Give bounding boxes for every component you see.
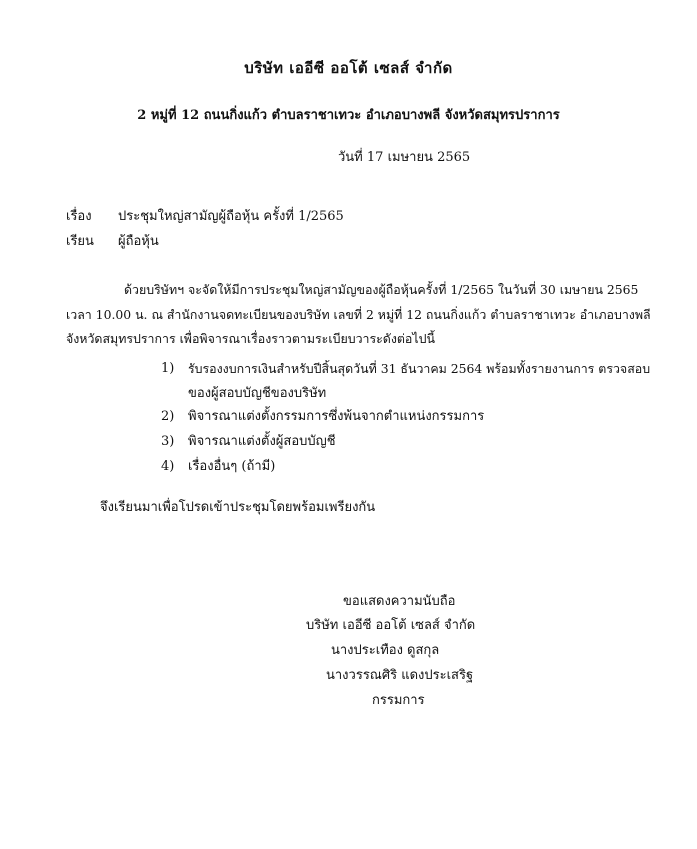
agenda-item-1-line-1: รับรองงบการเงินสำหรับปีสิ้นสุดวันที่ 31 ธันวาคม 2564 พร้อมทั้งรายงานการ ตรวจสอบ	[188, 361, 651, 376]
agenda-number-2: 2)	[161, 409, 175, 424]
signatory-1-name: นางประเทือง ดูสกุล	[331, 643, 440, 658]
body-line-1: ด้วยบริษัทฯ จะจัดให้มีการประชุมใหญ่สามัญของผู้ถือหุ้นครั้งที่ 1/2565 ในวันที่ 30 เมษายน 2565	[124, 282, 639, 297]
to-label: เรียน	[66, 234, 94, 249]
to-text: ผู้ถือหุ้น	[118, 234, 159, 249]
agenda-item-2: พิจารณาแต่งตั้งกรรมการซึ่งพ้นจากตำแหน่งกรรมการ	[188, 409, 485, 424]
closing-sentence: จึงเรียนมาเพื่อโปรดเข้าประชุมโดยพร้อมเพรียงกัน	[100, 500, 376, 515]
signatory-2-name: นางวรรณศิริ แดงประเสริฐ	[326, 668, 474, 683]
body-line-3: จังหวัดสมุทรปราการ เพื่อพิจารณาเรื่องราวตามระเบียบวาระดังต่อไปนี้	[66, 331, 435, 346]
subject-text: ประชุมใหญ่สามัญผู้ถือหุ้น ครั้งที่ 1/2565	[118, 209, 344, 224]
agenda-number-1: 1)	[161, 361, 175, 376]
company-address: 2 หมู่ที่ 12 ถนนกิ่งแก้ว ตำบลราชาเทวะ อำเภอบางพลี จังหวัดสมุทรปราการ	[137, 108, 560, 123]
signature-company: บริษัท เออีซี ออโต้ เซลส์ จำกัด	[306, 618, 476, 633]
body-line-2: เวลา 10.00 น. ณ สำนักงานจดทะเบียนของบริษัท เลขที่ 2 หมู่ที่ 12 ถนนกิ่งแก้ว ตำบลราชาเทวะ อำเภอบางพลี	[66, 307, 651, 322]
agenda-item-3: พิจารณาแต่งตั้งผู้สอบบัญชี	[188, 434, 336, 449]
signature-regards: ขอแสดงความนับถือ	[343, 594, 456, 609]
agenda-item-1-line-2: ของผู้สอบบัญชีของบริษัท	[188, 386, 327, 401]
company-name: บริษัท เออีซี ออโต้ เซลส์ จำกัด	[244, 59, 453, 77]
letter-date: วันที่ 17 เมษายน 2565	[338, 150, 471, 165]
agenda-number-4: 4)	[161, 459, 175, 474]
agenda-item-4: เรื่องอื่นๆ (ถ้ามี)	[188, 459, 276, 474]
agenda-number-3: 3)	[161, 434, 175, 449]
subject-label: เรื่อง	[66, 209, 92, 224]
signatory-title: กรรมการ	[372, 693, 425, 708]
